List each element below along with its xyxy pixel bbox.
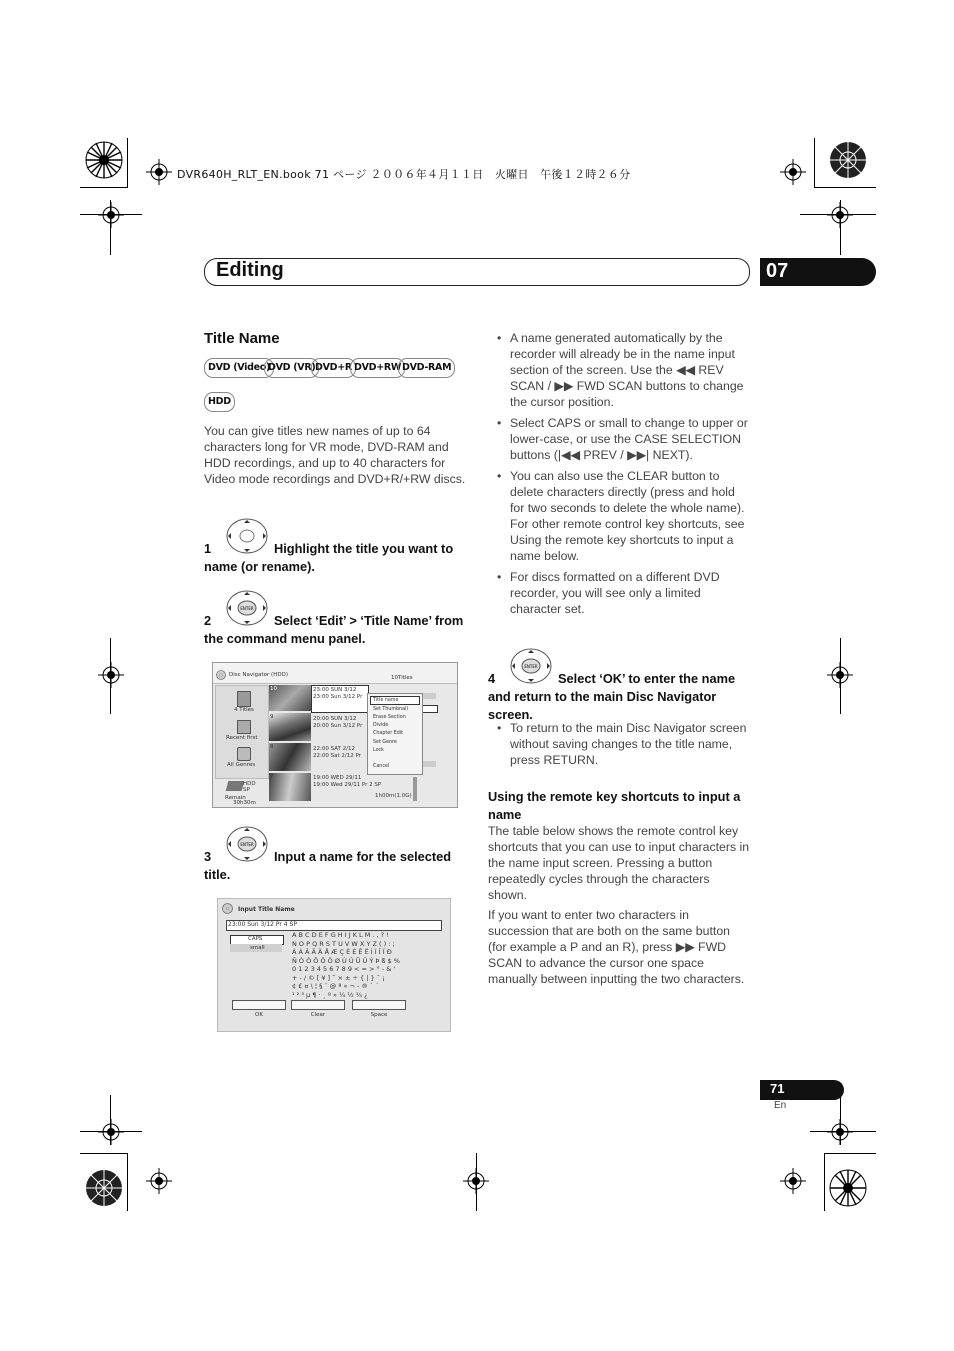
entry-index: 9 [270,714,274,720]
entry-line: 23:00 Sun 3/12 Pr [313,694,363,700]
shortcuts-paragraph-2: If you want to enter two characters in succession that are both on the same button (for example a P and an R), press ▶▶ FWD SCAN to advance the cursor one space manually between inputting the two characters. [488,908,745,986]
bullet-cursor-position: • A name generated automatically by the recorder will already be in the name input section of the screen. Use the ◀◀ REV SCAN / ▶▶ FWD SCAN buttons to change the cursor position. [488,330,750,410]
crosshair-mark-icon [827,1119,853,1145]
recent-icon [237,720,251,734]
scrollbar [413,777,417,801]
character-grid[interactable]: A B C D E F G H I J K L M . , ? ! N O P Q R S T U V W X Y Z ( ) : ; À Á Â Ã Ä Å Æ Ç È É Ê Ë Ì Í Î Ï Ð Ñ Ò Ó Ô Õ Ö Ø Ù Ú Û Ü Ý Þ ß $ % 0 1 2 3 4 5 6 7 8 9 < = > ° - & ' + - / © [ ¥ ] ˜ × ± ÷ { | } ¯ ¡ ¢ £ ¤ \ ¦ § ¨ @ ª « ¬ - ® ` ´ ¹ ² ³ µ ¶ · ¸ º » ¼ ½ ¾ ¿ [292,931,400,999]
step-4: 4 Select ‘OK’ to enter the name and return to the main Disc Navigator screen. [488,671,736,722]
print-header: DVR640H_RLT_EN.book 71 ページ ２００６年４月１１日 火曜日 午後１２時２６分 [177,168,631,181]
menu-item[interactable]: Set Genre [373,740,397,745]
right-bullet-list [488,330,750,622]
title-count: 10Titles [391,675,413,681]
crosshair-mark-icon [98,662,124,688]
disc-navigator-title: Disc Navigator (HDD) [229,672,288,678]
shortcuts-paragraph-1: The table below shows the remote control key shortcuts that you can use to input characters in the name input screen. Pressing a button repeatedly cycles through the characters shown. [488,824,750,902]
crosshair-mark-icon [827,662,853,688]
title-size: 1h00m(1.0G) [375,793,412,799]
page-language: En [774,1100,787,1111]
caps-label: CAPS [248,936,263,942]
entry-line: 22:00 SAT 2/12 [313,746,355,752]
badge-dvd-vr: DVD (VR) [264,358,319,378]
crosshair-mark-icon [463,1168,489,1194]
space-button[interactable]: Space [352,1000,406,1010]
section-title: Title Name [204,330,280,347]
svg-text:ENTER: ENTER [240,842,254,847]
bullet-limited-charset: • For discs formatted on a different DVD recorder, you will see only a limited character set. [488,569,750,617]
crosshair-mark-icon [780,159,806,185]
chapter-number: 07 [760,258,876,286]
badge-dvd-ram: DVD-RAM [398,358,455,378]
badge-hdd: HDD [204,392,235,412]
hdd-label: HDD [243,781,256,787]
entry-index: 10 [270,686,277,692]
entry-index: 8 [270,744,274,750]
registration-target-icon [828,140,868,180]
page-number-tab: 71 [760,1080,844,1100]
crosshair-mark-icon [146,1168,172,1194]
menu-item[interactable]: Title name [373,698,399,703]
bullet-caps: • Select CAPS or small to change to upper or lower-case, or use the CASE SELECTION buttons (|◀◀ PREV / ▶▶| NEXT). [488,415,750,463]
remain-label: Remain [225,795,246,801]
crosshair-mark-icon [780,1168,806,1194]
entry-line: 23:00 SUN 3/12 [313,687,357,693]
entry-index: 7 [270,774,274,780]
genre-icon [237,747,251,761]
entry-line: 20:00 Sun 3/12 Pr [313,723,363,729]
badge-dvd-video: DVD (Video) [204,358,274,378]
crosshair-mark-icon [98,202,124,228]
registration-target-icon [84,140,124,180]
thumbnail [269,713,311,741]
intro-paragraph: You can give titles new names of up to 64 characters long for VR mode, DVD-RAM and HDD recordings, and up to 40 characters for Video mode recordings and DVD+R/+RW discs. [204,424,466,486]
disc-navigator-screenshot [212,662,458,808]
crosshair-mark-icon [827,202,853,228]
thumbnail [269,773,311,801]
registration-target-icon [84,1168,124,1208]
svg-text:ENTER: ENTER [524,664,538,669]
clear-button[interactable]: Clear [291,1000,345,1010]
registration-target-icon [828,1168,868,1208]
side-genre: All Genres [227,762,256,768]
svg-text:ENTER: ENTER [240,606,254,611]
chapter-title: Editing [216,259,284,281]
menu-item[interactable]: Divide [373,723,389,728]
entry-line: 22:00 Sat 2/12 Pr [313,753,361,759]
menu-item[interactable]: Erase Section [373,715,406,720]
ok-button[interactable]: OK [232,1000,286,1010]
crosshair-mark-icon [98,1119,124,1145]
entry-line: 19:00 Wed 29/11 Pr 2 SP [313,782,382,788]
side-sort-order: Recent first [226,735,258,741]
step-4-bullet-list [488,720,750,773]
step-1: 1 Highlight the title you want to name (or rename). [204,541,454,574]
bullet-return: • To return to the main Disc Navigator screen without saving changes to the title name, press RETURN. [488,720,750,768]
input-screen-title: Input Title Name [238,906,295,913]
entry-line: 19:00 WED 29/11 [313,775,362,781]
bullet-clear: • You can also use the CLEAR button to delete characters directly (press and hold for two seconds to delete the whole name). For other remote control key shortcuts, see Using the remote key shortcuts to input a name below. [488,468,750,564]
menu-item[interactable]: Set Thumbnail [373,707,408,712]
input-title-name-screenshot [217,898,451,1032]
disc-icon [222,903,233,914]
badge-dvd-plus-r: DVD+R [311,358,356,378]
thumbnail [269,743,311,771]
disc-icon [216,670,226,680]
step-3: 3 Input a name for the selected title. [204,849,452,882]
titles-icon [237,691,251,707]
crosshair-mark-icon [146,159,172,185]
badge-dvd-plus-rw: DVD+RW [350,358,405,378]
step-2: 2 Select ‘Edit’ > ‘Title Name’ from the command menu panel. [204,613,464,646]
title-name-value: 23:00 Sun 3/12 Pr 4 SP [228,921,297,928]
side-titles-count: 4 Titles [234,707,254,713]
hdd-icon [226,781,245,791]
small-label: small [250,945,265,951]
menu-item[interactable]: Cancel [373,764,390,769]
chapter-bar [204,258,750,286]
shortcuts-heading: Using the remote key shortcuts to input a name [488,789,741,822]
remain-time: 30h30m [233,800,256,806]
entry-line: 20:00 SUN 3/12 [313,716,357,722]
menu-item[interactable]: Chapter Edit [373,731,403,736]
menu-item[interactable]: Lock [373,748,384,753]
sp-label: SP [243,787,250,793]
